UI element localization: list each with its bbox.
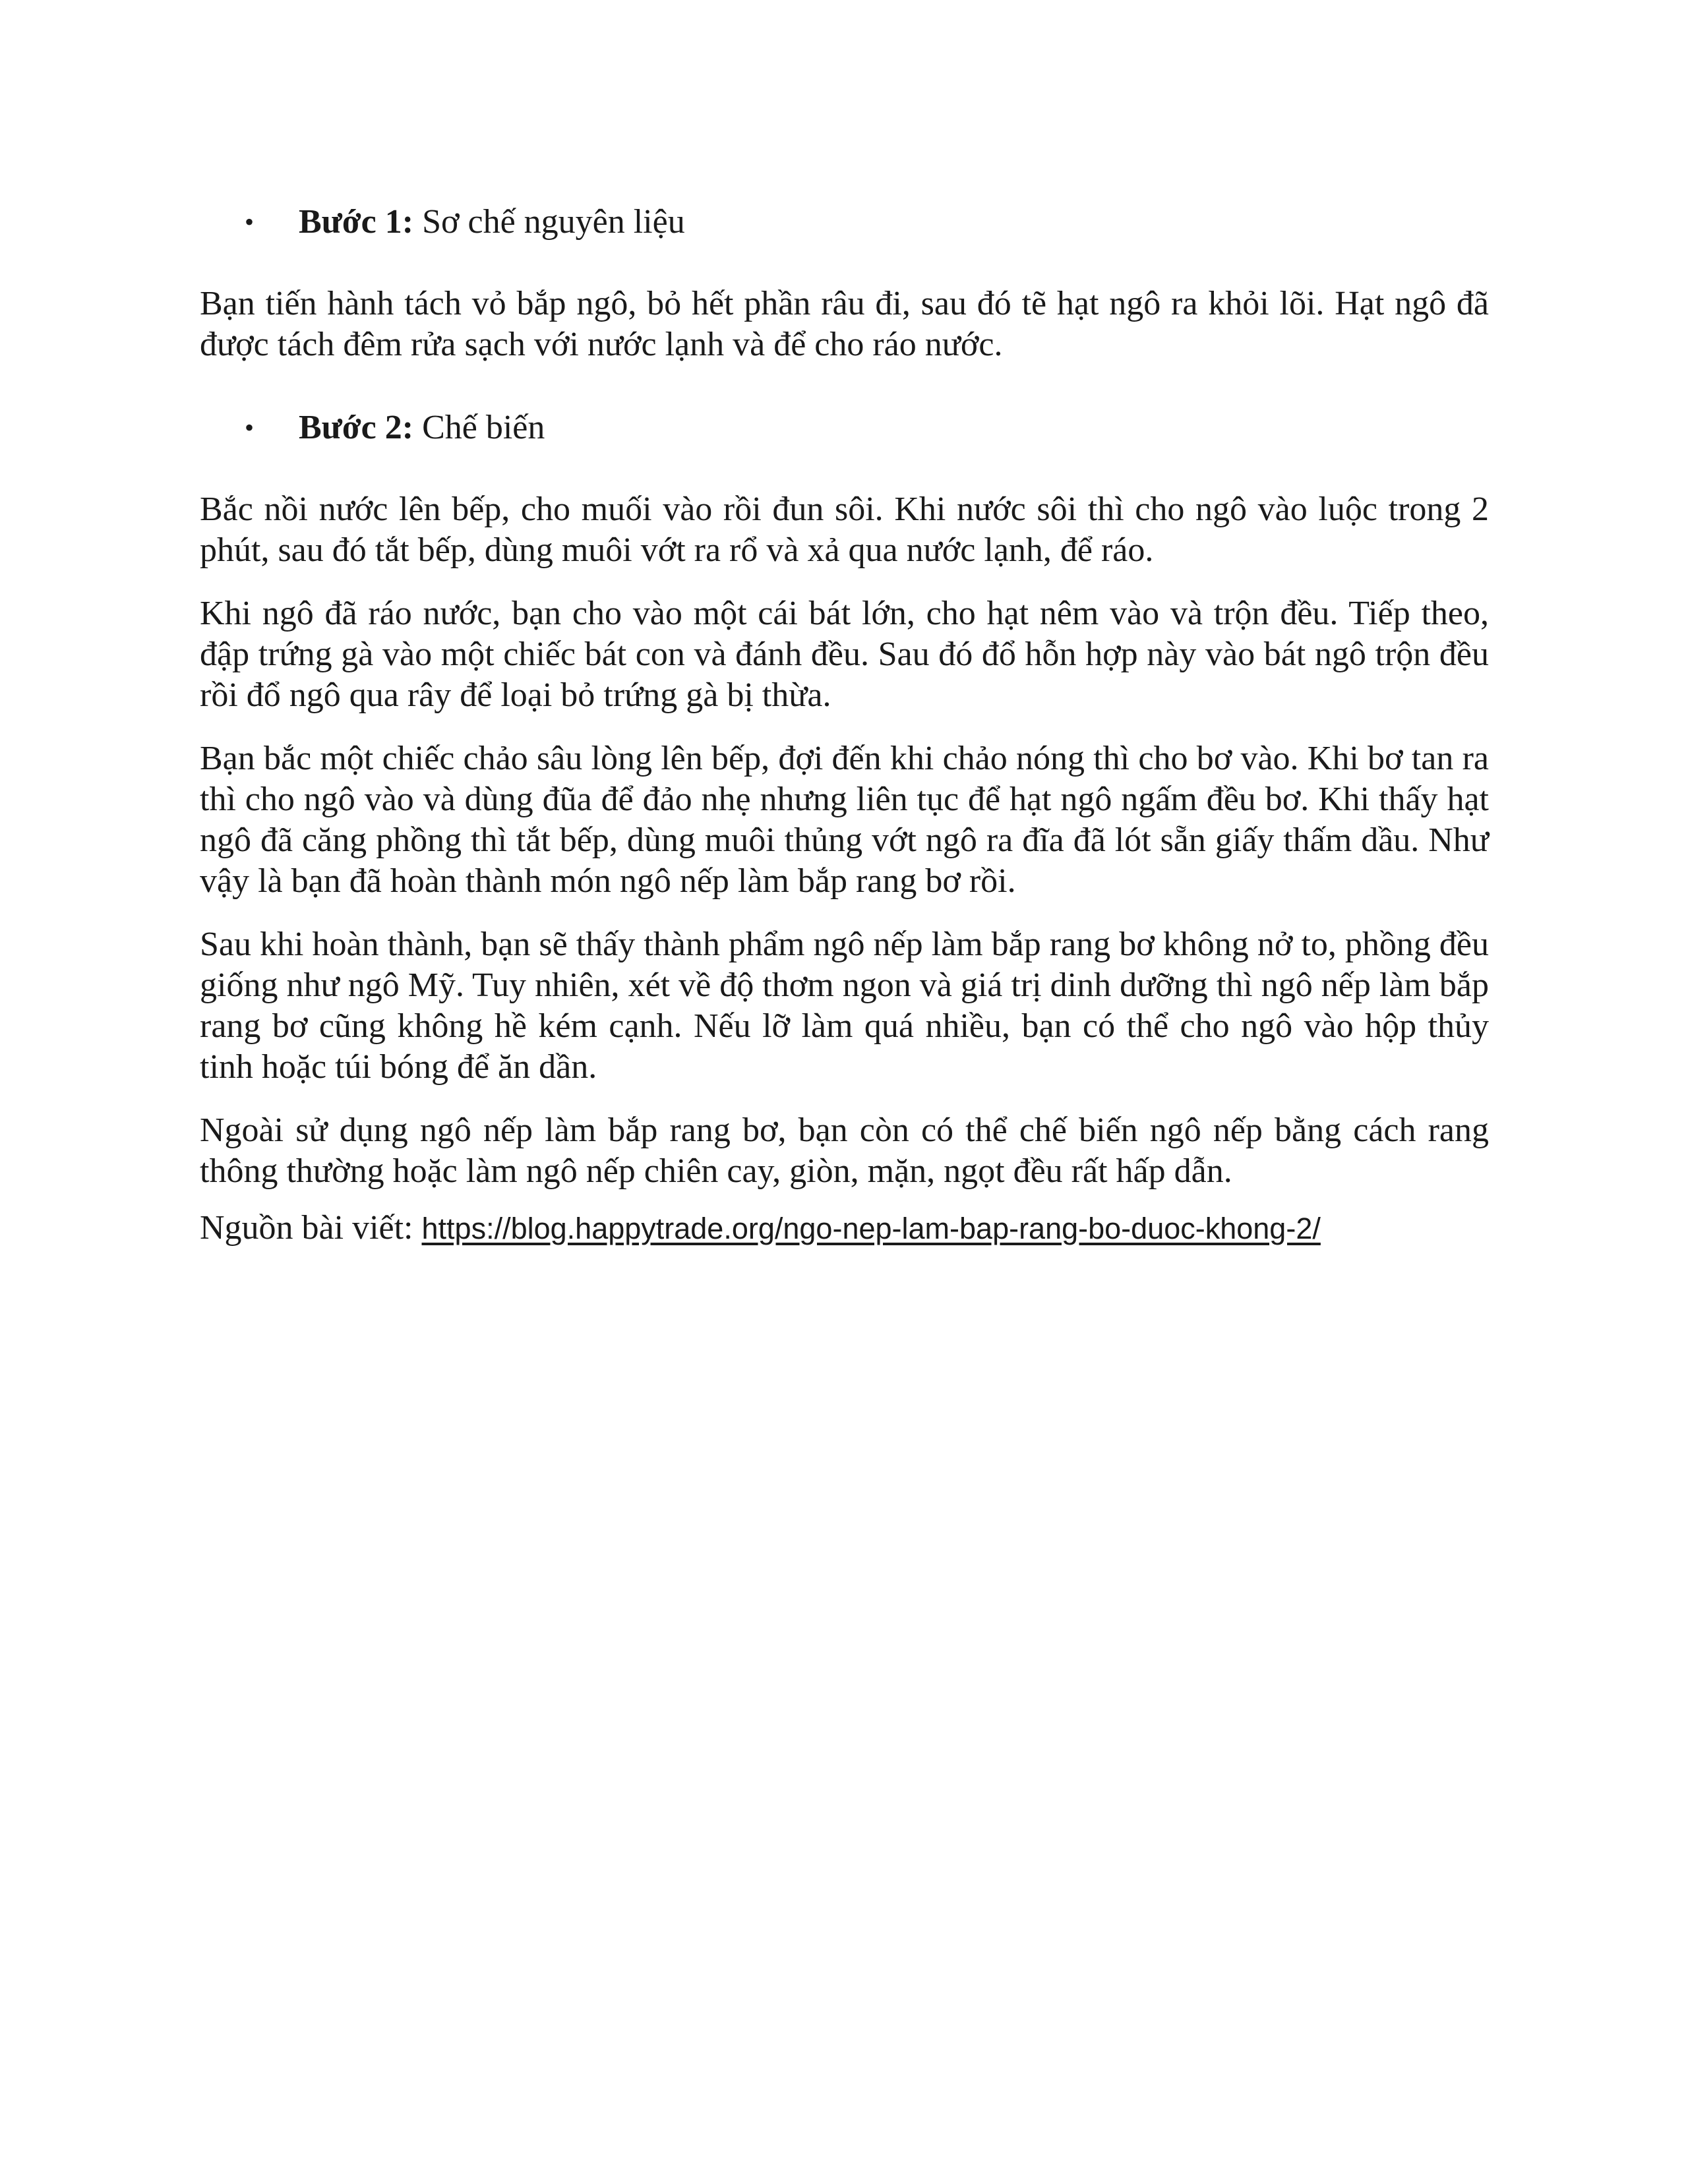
paragraph-boil: Bắc nồi nước lên bếp, cho muối vào rồi đun sôi. Khi nước sôi thì cho ngô vào luộc trong 2 phút, sau đó tắt bếp, dùng muôi vớt ra rổ và xả qua nước lạnh, để ráo. — [200, 490, 1489, 569]
paragraph-alternatives: Ngoài sử dụng ngô nếp làm bắp rang bơ, bạn còn có thể chế biến ngô nếp bằng cách rang thông thường hoặc làm ngô nếp chiên cay, giòn, mặn, ngọt đều rất hấp dẫn. — [200, 1111, 1489, 1190]
paragraph-result: Sau khi hoàn thành, bạn sẽ thấy thành phẩm ngô nếp làm bắp rang bơ không nở to, phồng đều giống như ngô Mỹ. Tuy nhiên, xét về độ thơm ngon và giá trị dinh dưỡng thì ngô nếp làm bắp rang bơ cũng không hề kém cạnh. Nếu lỡ làm quá nhiều, bạn có thể cho ngô vào hộp thủy tinh hoặc túi bóng để ăn dần. — [200, 926, 1489, 1086]
step-2-text: Chế biến — [413, 409, 545, 446]
paragraph-prep: Bạn tiến hành tách vỏ bắp ngô, bỏ hết phần râu đi, sau đó tẽ hạt ngô ra khỏi lõi. Hạt ngô đã được tách đêm rửa sạch với nước lạnh và để cho ráo nước. — [200, 285, 1489, 363]
article-body — [200, 191, 1489, 1249]
source-link[interactable]: https://blog.happytrade.org/ngo-nep-lam-bap-rang-bo-duoc-khong-2/ — [421, 1212, 1321, 1245]
step-1-label: Bước 1: — [299, 203, 414, 241]
source-line — [200, 1208, 1489, 1249]
step-2-label: Bước 2: — [299, 409, 414, 446]
step-1-item — [200, 202, 1489, 243]
source-label: Nguồn bài viết: — [200, 1209, 422, 1247]
step-2-item — [200, 407, 1489, 448]
step-1-text: Sơ chế nguyên liệu — [413, 203, 685, 241]
paragraph-fry: Bạn bắc một chiếc chảo sâu lòng lên bếp, đợi đến khi chảo nóng thì cho bơ vào. Khi bơ tan ra thì cho ngô vào và dùng đũa để đảo nhẹ nhưng liên tục để hạt ngô ngấm đều bơ. Khi thấy hạt ngô đã căng phồng thì tắt bếp, dùng muôi thủng vớt ngô ra đĩa đã lót sẵn giấy thấm dầu. Như vậy là bạn đã hoàn thành món ngô nếp làm bắp rang bơ rồi. — [200, 740, 1489, 900]
bullet-icon: • — [245, 207, 255, 237]
bullet-icon: • — [245, 413, 255, 442]
paragraph-mix: Khi ngô đã ráo nước, bạn cho vào một cái bát lớn, cho hạt nêm vào và trộn đều. Tiếp theo, đập trứng gà vào một chiếc bát con và đánh đều. Sau đó đổ hỗn hợp này vào bát ngô trộn đều rồi đổ ngô qua rây để loại bỏ trứng gà bị thừa. — [200, 595, 1489, 714]
